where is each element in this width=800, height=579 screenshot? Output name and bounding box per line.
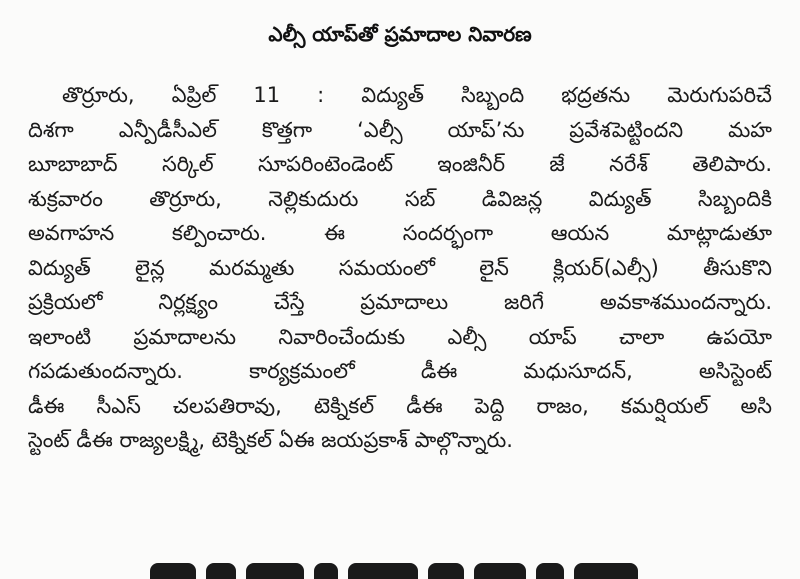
article-line-9: గపడుతుందన్నారు. కార్యక్రమంలో డీఈ మధుసూదన్, అసిస్టెంట్ (28, 359, 772, 383)
article-line-6: విద్యుత్ లైన్ల మరమ్మతు సమయంలో లైన్ క్లియర్(ఎల్సీ) తీసుకొని (28, 255, 772, 280)
article-line-11: స్టెంట్ డీఈ రాజ్యలక్ష్మి, టెక్నికల్ ఏఈ జయప్రకాశ్ పాల్గొన్నారు. (28, 428, 513, 452)
article-line-7: ప్రక్రియలో నిర్లక్ష్యం చేస్తే ప్రమాదాలు జరిగే అవకాశముందన్నారు. (28, 290, 772, 314)
article-line-8: ఇలాంటి ప్రమాదాలను నివారించేందుకు ఎల్సీ యాప్ చాలా ఉపయో (28, 324, 772, 349)
article-line-5: అవగాహన కల్పించారు. ఈ సందర్భంగా ఆయన మాట్లాడుతూ (28, 221, 772, 245)
article-line-4: శుక్రవారం తొర్రూరు, నెల్లికుదురు సబ్ డివిజన్ల విద్యుత్ సిబ్బందికి (28, 186, 772, 211)
article-line-10: డీఈ సీఎస్ చలపతిరావు, టెక్నికల్ డీఈ పెద్ది రాజం, కమర్షియల్ అసి (28, 393, 772, 418)
article-line-2: దిశగా ఎన్పీడీసీఎల్ కొత్తగా ‘ఎల్సీ యాప్’ను ప్రవేశపెట్టిందని మహ (28, 117, 772, 142)
article-headline: ఎల్సీ యాప్‌తో ప్రమాదాల నివారణ (268, 22, 532, 46)
article-line-3: బూబాబాద్ సర్కిల్ సూపరింటెండెంట్ ఇంజినీర్ జే నరేశ్ తెలిపారు. (28, 152, 772, 176)
article-line-1: తొర్రూరు, ఏప్రిల్ 11 : విద్యుత్ సిబ్బంది భద్రతను మెరుగుపరిచే (62, 83, 772, 107)
article-body (28, 78, 772, 458)
next-headline-cutoff (150, 563, 670, 579)
